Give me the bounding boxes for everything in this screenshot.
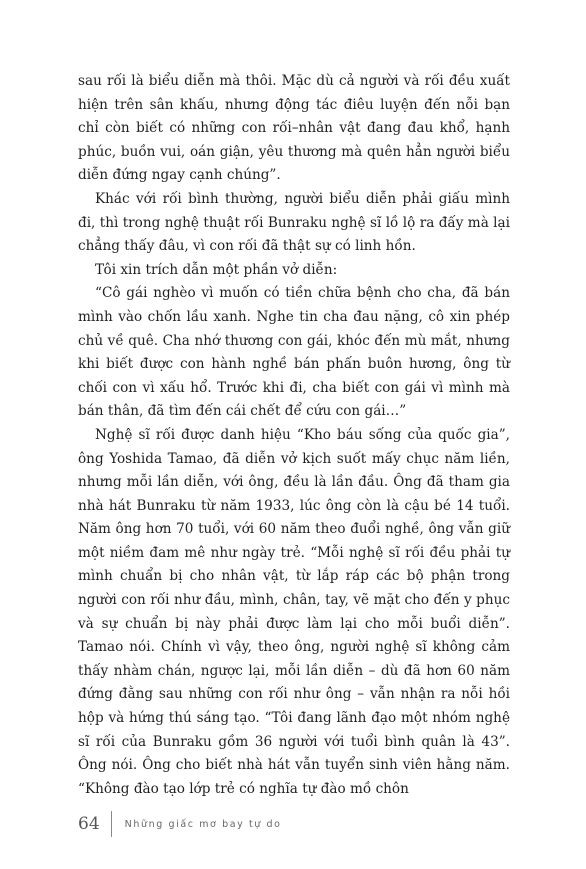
paragraph-1: sau rối là biểu diễn mà thôi. Mặc dù cả người và rối đều xuất hiện trên sân khấu, nhưng động tác điêu luyện đến nỗi bạn chỉ còn biết có những con rối–nhân vật đang đau khổ, hạnh phúc, buồn vui, oán giận, yêu thương mà quên hẳn người biểu diễn đứng ngay cạnh chúng”. xyxy=(78,73,510,184)
body-text xyxy=(78,70,510,801)
paragraph-5: Nghệ sĩ rối được danh hiệu “Kho báu sống của quốc gia”, ông Yoshida Tamao, đã diễn vở kịch suốt mấy chục năm liền, nhưng mỗi lần diễn, với ông, đều là lần đầu. Ông đã tham gia nhà hát Bunraku từ năm 1933, lúc ông còn là cậu bé 14 tuổi. Năm ông hơn 70 tuổi, với 60 năm theo đuổi nghề, ông vẫn giữ một niềm đam mê như ngày trẻ. “Mỗi nghệ sĩ rối đều phải tự mình chuẩn bị cho nhân vật, từ lắp ráp các bộ phận trong người con rối như đầu, mình, chân, tay, vẽ mặt cho đến y phục và sự chuẩn bị này phải được làm lại cho mỗi buổi diễn”. Tamao nói. Chính vì vậy, theo ông, người nghệ sĩ không cảm thấy nhàm chán, ngược lại, mỗi lần diễn – dù đã hơn 60 năm đứng đằng sau những con rối như ông – vẫn nhận ra nỗi hồi hộp và hứng thú sáng tạo. “Tôi đang lãnh đạo một nhóm nghệ sĩ rối của Bunraku gồm 36 người với tuổi bình quân là 43”. Ông nói. Ông cho biết nhà hát vẫn tuyển sinh viên hằng năm. “Không đào tạo lớp trẻ có nghĩa tự đào mồ chôn xyxy=(78,426,510,797)
page-footer xyxy=(78,808,282,840)
paragraph-2: Khác với rối bình thường, người biểu diễn phải giấu mình đi, thì trong nghệ thuật rối Bunraku nghệ sĩ lồ lộ ra đấy mà lại chẳng thấy đâu, vì con rối đã thật sự có linh hồn. xyxy=(78,190,510,255)
paragraph-3: Tôi xin trích dẫn một phần vở diễn: xyxy=(95,261,338,278)
page-number: 64 xyxy=(78,814,100,834)
footer-divider xyxy=(111,811,112,837)
paragraph-4-quote: “Cô gái nghèo vì muốn có tiền chữa bệnh cho cha, đã bán mình vào chốn lầu xanh. Nghe tin cha đau nặng, cô xin phép chủ về quê. Cha nhớ thương con gái, khóc đến mù mắt, nhưng khi biết được con hành nghề bán phấn buôn hương, ông từ chối con vì xấu hổ. Trước khi đi, cha biết con gái vì mình mà bán thân, đã tìm đến cái chết để cứu con gái…” xyxy=(78,285,510,420)
running-title: Những giấc mơ bay tự do xyxy=(124,818,282,830)
